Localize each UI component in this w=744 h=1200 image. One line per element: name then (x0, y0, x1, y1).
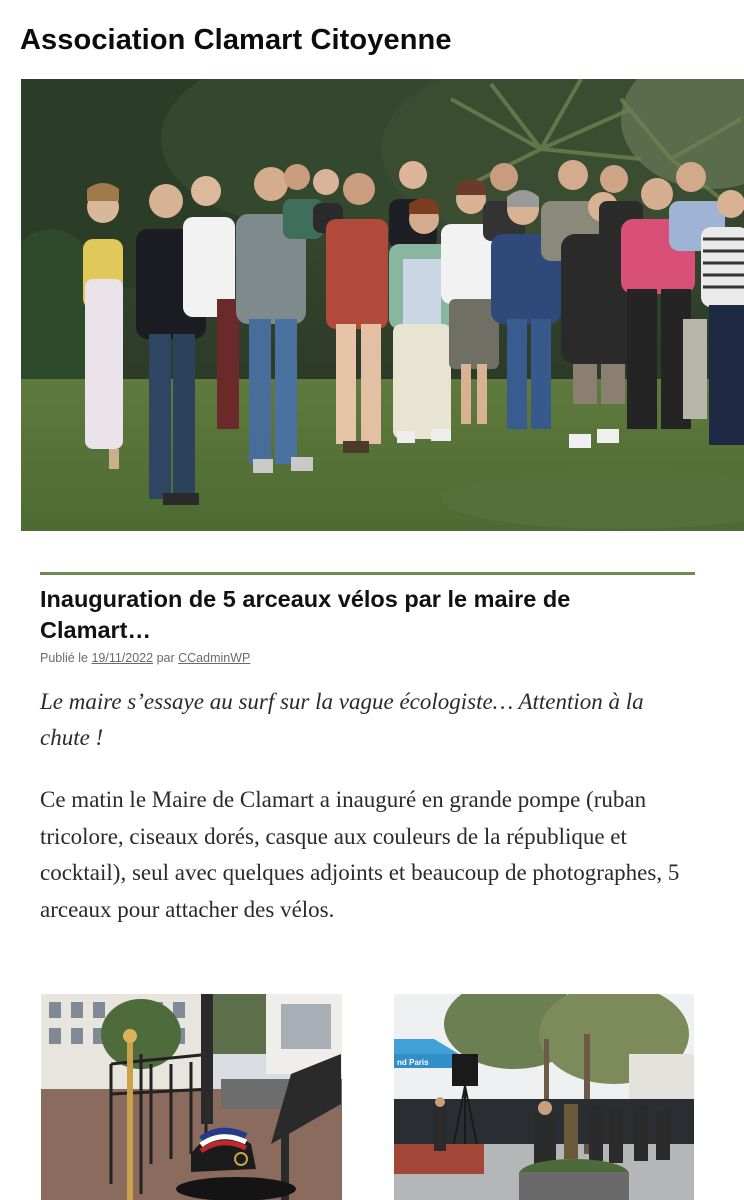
meta-by: par (156, 651, 175, 665)
post-lead: Le maire s’essaye au surf sur la vague écologiste… Attention à la chute ! (40, 689, 644, 750)
title-divider (40, 572, 695, 575)
tent-banner-text: nd Paris (397, 1058, 429, 1067)
crowd-illustration (394, 994, 694, 1200)
meta-prefix: Publié le (40, 651, 88, 665)
thumbnail-bike-racks[interactable] (41, 994, 342, 1200)
post-body: Ce matin le Maire de Clamart a inauguré en grande pompe (ruban tricolore, ciseaux dorés, casque aux couleurs de la république et cocktail), seul avec quelques adjoints et beaucoup de photographes, 5 arceaux pour attacher des vélos. (40, 787, 680, 922)
group-photo-illustration (21, 79, 744, 531)
site-title[interactable]: Association Clamart Citoyenne (20, 24, 452, 56)
post-meta (40, 651, 250, 665)
post-title[interactable]: Inauguration de 5 arceaux vélos par le maire de Clamart… (40, 586, 571, 643)
thumbnail-inauguration-crowd[interactable] (394, 994, 694, 1200)
hero-group-photo[interactable] (21, 79, 744, 531)
post-date-link[interactable]: 19/11/2022 (91, 651, 154, 665)
bike-racks-illustration (41, 994, 342, 1200)
author-link[interactable]: CCadminWP (178, 651, 251, 665)
